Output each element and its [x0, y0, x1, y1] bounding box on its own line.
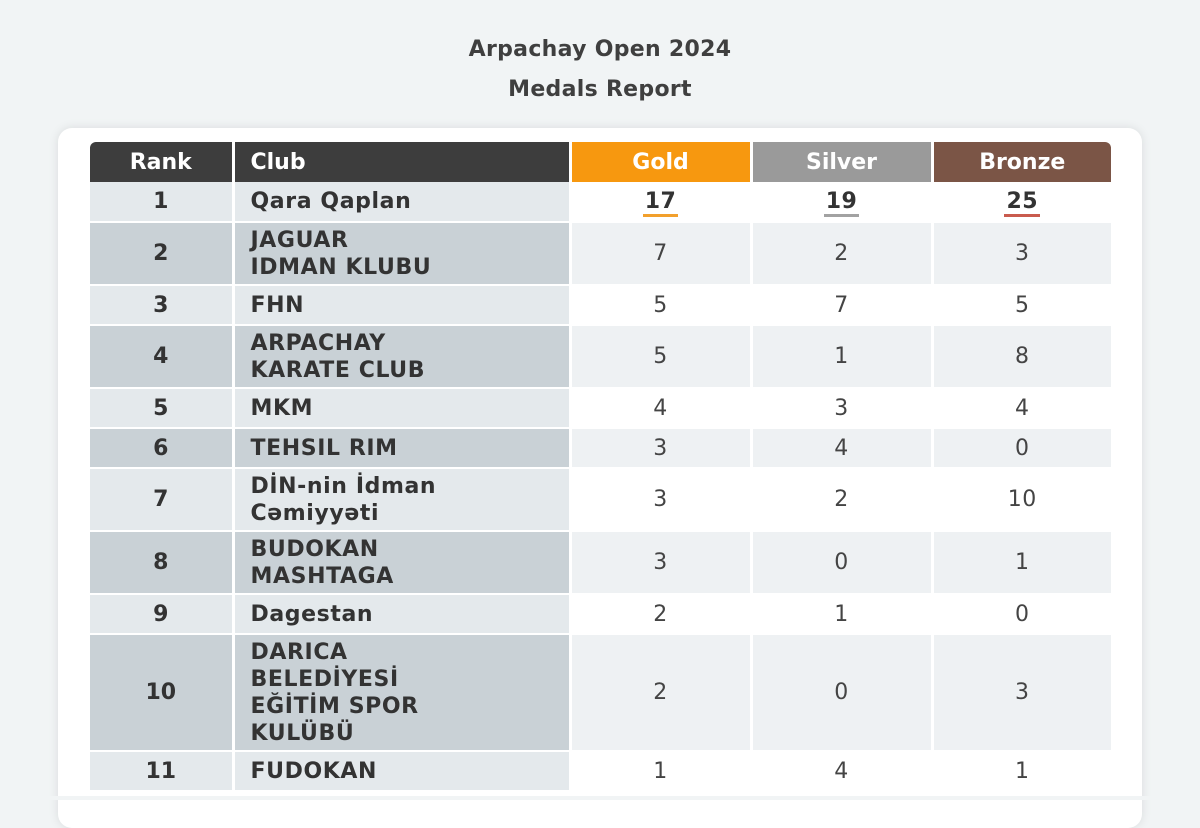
club-name-line: KULÜBÜ	[250, 720, 355, 746]
column-header-bronze[interactable]: Bronze	[932, 142, 1111, 182]
club-cell	[233, 634, 570, 751]
rank-cell: 3	[90, 285, 233, 325]
bronze-count-cell: 3	[932, 222, 1111, 285]
table-row	[90, 222, 1111, 285]
gold-count-cell: 1	[570, 751, 751, 791]
silver-total-link[interactable]: 19	[824, 189, 860, 217]
table-row	[90, 285, 1111, 325]
rank-cell: 9	[90, 594, 233, 634]
column-header-gold[interactable]: Gold	[570, 142, 751, 182]
bronze-count-cell	[932, 182, 1111, 222]
table-row	[90, 325, 1111, 388]
club-cell	[233, 325, 570, 388]
club-cell	[233, 388, 570, 428]
column-header-silver[interactable]: Silver	[751, 142, 932, 182]
rank-cell: 10	[90, 634, 233, 751]
table-row	[90, 594, 1111, 634]
gold-count-cell: 4	[570, 388, 751, 428]
silver-count-cell: 0	[751, 531, 932, 594]
report-header	[0, 30, 1200, 110]
page-title: Arpachay Open 2024	[468, 37, 732, 62]
gold-count-cell: 3	[570, 428, 751, 468]
club-name-line: MASHTAGA	[250, 563, 394, 589]
silver-count-cell: 4	[751, 428, 932, 468]
bronze-count-cell: 10	[932, 468, 1111, 531]
club-name-line: KARATE CLUB	[250, 357, 426, 383]
club-name-line: Qara Qaplan	[250, 189, 412, 214]
club-name-line: FUDOKAN	[250, 758, 378, 784]
silver-count-cell: 3	[751, 388, 932, 428]
club-cell	[233, 531, 570, 594]
bronze-total-link[interactable]: 25	[1004, 189, 1040, 217]
gold-count-cell: 3	[570, 531, 751, 594]
club-cell	[233, 222, 570, 285]
club-name-line: BELEDİYESİ	[250, 666, 399, 692]
club-name-line: FHN	[250, 292, 305, 318]
rank-cell: 5	[90, 388, 233, 428]
rank-cell: 4	[90, 325, 233, 388]
bronze-count-cell: 3	[932, 634, 1111, 751]
rank-cell: 6	[90, 428, 233, 468]
gold-count-cell: 7	[570, 222, 751, 285]
bronze-count-cell: 1	[932, 531, 1111, 594]
rank-cell: 7	[90, 468, 233, 531]
table-row	[90, 428, 1111, 468]
silver-count-cell: 1	[751, 594, 932, 634]
rank-cell: 1	[90, 182, 233, 222]
club-cell	[233, 751, 570, 791]
gold-count-cell: 2	[570, 634, 751, 751]
club-name-line: MKM	[250, 395, 314, 421]
silver-count-cell	[751, 182, 932, 222]
table-header-row	[90, 142, 1111, 182]
bronze-count-cell: 4	[932, 388, 1111, 428]
column-header-rank[interactable]: Rank	[90, 142, 233, 182]
bronze-count-cell: 1	[932, 751, 1111, 791]
silver-count-cell: 2	[751, 468, 932, 531]
bronze-count-cell: 5	[932, 285, 1111, 325]
silver-count-cell: 0	[751, 634, 932, 751]
bronze-count-cell: 0	[932, 428, 1111, 468]
club-cell	[233, 285, 570, 325]
table-row	[90, 531, 1111, 594]
silver-count-cell: 7	[751, 285, 932, 325]
club-cell	[233, 594, 570, 634]
table-body	[90, 182, 1111, 791]
club-name-line: Cəmiyyəti	[250, 500, 380, 526]
silver-count-cell: 2	[751, 222, 932, 285]
gold-total-link[interactable]: 17	[643, 189, 679, 217]
rank-cell: 11	[90, 751, 233, 791]
club-cell	[233, 468, 570, 531]
rank-cell: 8	[90, 531, 233, 594]
club-name-line: TEHSIL RIM	[250, 435, 398, 461]
club-cell	[233, 182, 570, 222]
club-name-line: IDMAN KLUBU	[250, 254, 432, 280]
club-name-line: EĞİTİM SPOR	[250, 693, 419, 719]
silver-count-cell: 1	[751, 325, 932, 388]
gold-count-cell: 3	[570, 468, 751, 531]
page-subtitle: Medals Report	[508, 77, 692, 102]
club-name-line: DARICA	[250, 639, 348, 665]
gold-count-cell: 5	[570, 325, 751, 388]
table-row	[90, 634, 1111, 751]
medals-table	[90, 142, 1111, 792]
table-row	[90, 751, 1111, 791]
club-name-line: DİN-nin İdman	[250, 473, 437, 499]
table-row	[90, 388, 1111, 428]
club-name-line: ARPACHAY	[250, 330, 386, 356]
column-header-club[interactable]: Club	[233, 142, 570, 182]
bronze-count-cell: 0	[932, 594, 1111, 634]
club-name-line: Dagestan	[250, 601, 374, 627]
rank-cell: 2	[90, 222, 233, 285]
table-row	[90, 468, 1111, 531]
silver-count-cell: 4	[751, 751, 932, 791]
club-cell	[233, 428, 570, 468]
gold-count-cell: 2	[570, 594, 751, 634]
gold-count-cell: 5	[570, 285, 751, 325]
bottom-edge	[0, 796, 1200, 800]
club-name-line: JAGUAR	[250, 227, 349, 253]
club-name-line: BUDOKAN	[250, 536, 379, 562]
table-row	[90, 182, 1111, 222]
bronze-count-cell: 8	[932, 325, 1111, 388]
gold-count-cell	[570, 182, 751, 222]
